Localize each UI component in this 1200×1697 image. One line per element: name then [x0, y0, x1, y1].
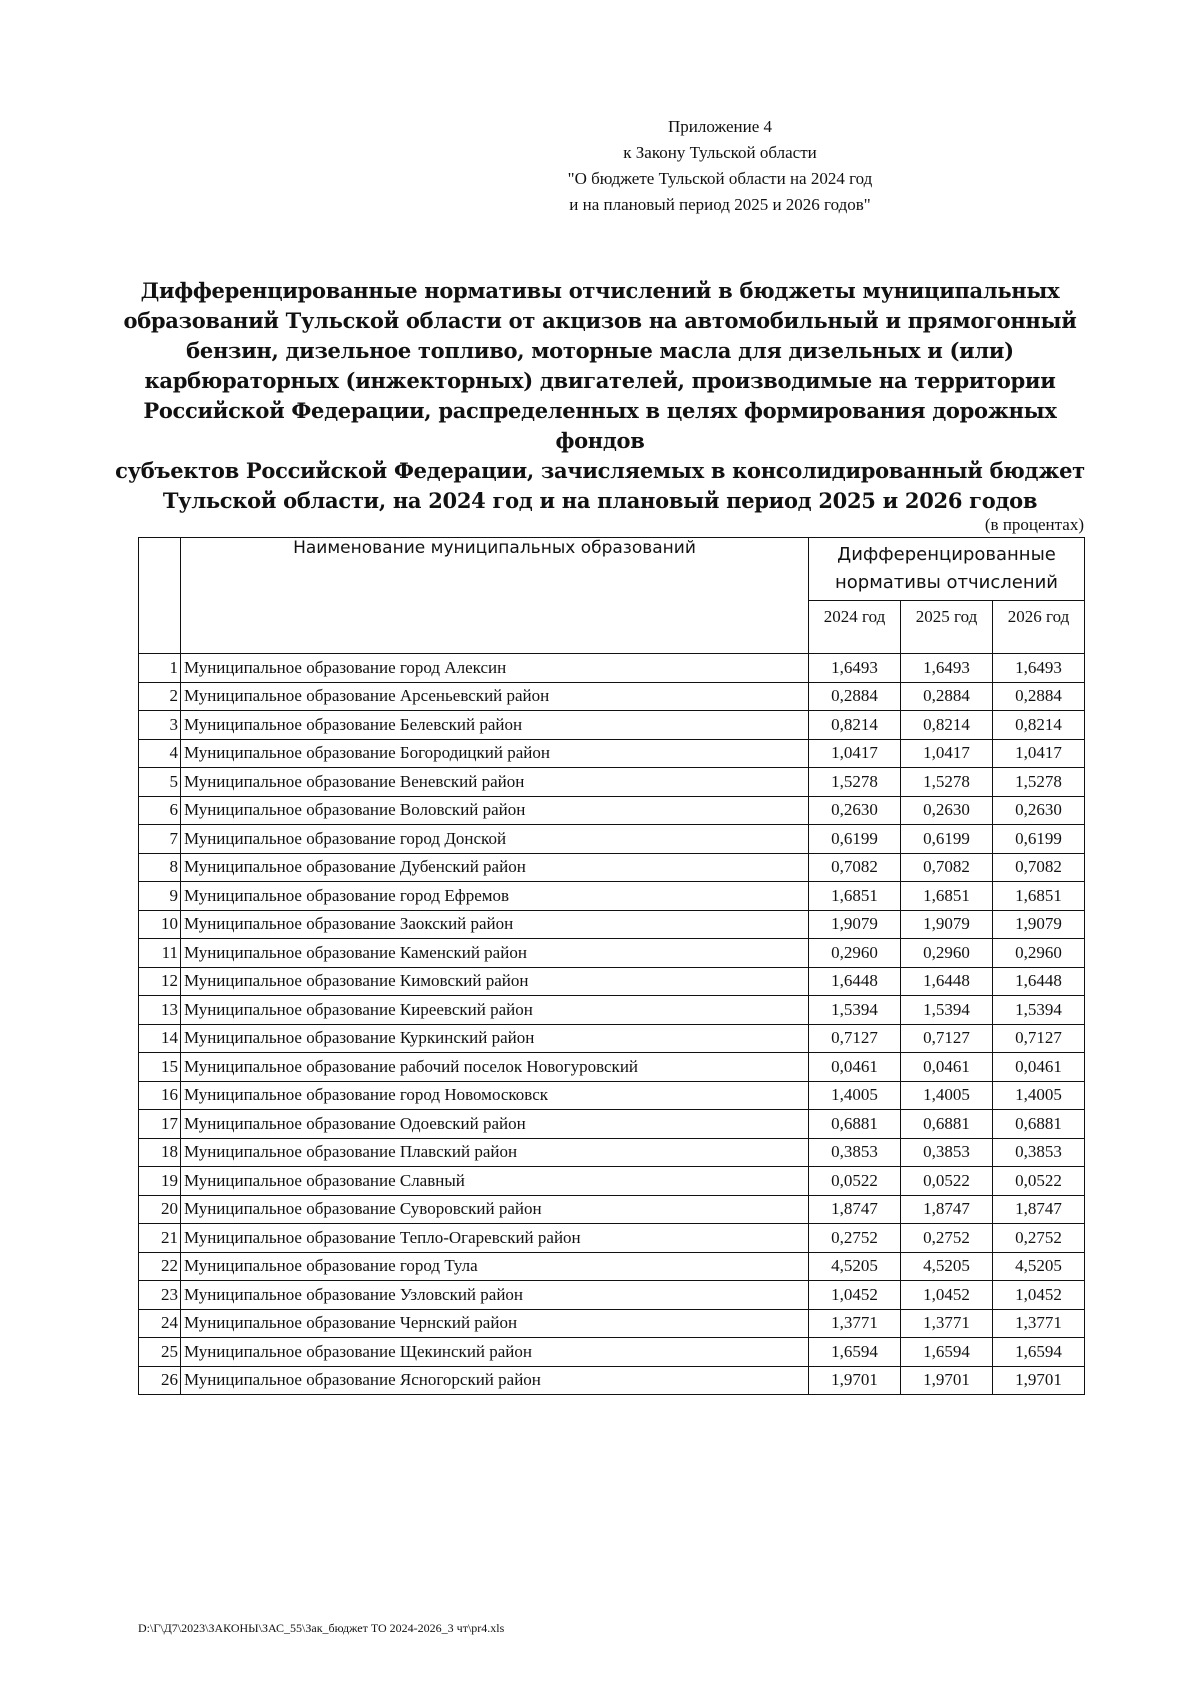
- row-name: Муниципальное образование Каменский район: [181, 939, 809, 968]
- table-row: [139, 682, 1085, 711]
- row-number: 3: [139, 711, 181, 740]
- row-value-2026: 0,2630: [993, 796, 1085, 825]
- row-value-2024: 4,5205: [809, 1252, 901, 1281]
- row-value-2024: 0,7127: [809, 1024, 901, 1053]
- row-value-2025: 1,5278: [901, 768, 993, 797]
- row-number: 5: [139, 768, 181, 797]
- row-value-2025: 0,0522: [901, 1167, 993, 1196]
- title-line: образований Тульской области от акцизов на автомобильный и прямогонный: [123, 308, 1077, 333]
- row-value-2025: 0,0461: [901, 1053, 993, 1082]
- table-row: [139, 1224, 1085, 1253]
- table-row: [139, 1252, 1085, 1281]
- table-row: [139, 825, 1085, 854]
- row-value-2024: 0,2884: [809, 682, 901, 711]
- table-row: [139, 654, 1085, 683]
- table-row: [139, 967, 1085, 996]
- table-row: [139, 853, 1085, 882]
- row-name: Муниципальное образование Дубенский район: [181, 853, 809, 882]
- row-name: Муниципальное образование Чернский район: [181, 1309, 809, 1338]
- row-number: 7: [139, 825, 181, 854]
- row-name: Муниципальное образование Узловский район: [181, 1281, 809, 1310]
- title-line: Дифференцированные нормативы отчислений в бюджеты муниципальных: [140, 278, 1060, 303]
- row-name: Муниципальное образование Суворовский район: [181, 1195, 809, 1224]
- row-value-2026: 1,9079: [993, 910, 1085, 939]
- row-value-2026: 1,0417: [993, 739, 1085, 768]
- row-value-2026: 1,4005: [993, 1081, 1085, 1110]
- header-year-2024: 2024 год: [809, 601, 901, 654]
- row-value-2026: 0,2960: [993, 939, 1085, 968]
- row-number: 6: [139, 796, 181, 825]
- row-value-2024: 1,4005: [809, 1081, 901, 1110]
- row-value-2024: 1,8747: [809, 1195, 901, 1224]
- row-number: 13: [139, 996, 181, 1025]
- row-name: Муниципальное образование Веневский район: [181, 768, 809, 797]
- row-value-2024: 0,6199: [809, 825, 901, 854]
- row-number: 20: [139, 1195, 181, 1224]
- appendix-line: к Закону Тульской области: [623, 143, 817, 162]
- row-value-2026: 1,6594: [993, 1338, 1085, 1367]
- row-value-2026: 4,5205: [993, 1252, 1085, 1281]
- row-value-2026: 1,5278: [993, 768, 1085, 797]
- row-value-2025: 1,8747: [901, 1195, 993, 1224]
- title-line: карбюраторных (инжекторных) двигателей, производимые на территории: [144, 368, 1056, 393]
- row-number: 11: [139, 939, 181, 968]
- row-number: 21: [139, 1224, 181, 1253]
- row-value-2025: 1,5394: [901, 996, 993, 1025]
- row-name: Муниципальное образование Куркинский район: [181, 1024, 809, 1053]
- table-row: [139, 1138, 1085, 1167]
- norms-table: [138, 537, 1085, 1395]
- table-row: [139, 882, 1085, 911]
- row-value-2024: 1,9079: [809, 910, 901, 939]
- row-value-2025: 1,6851: [901, 882, 993, 911]
- title-line: бензин, дизельное топливо, моторные масла для дизельных и (или): [186, 338, 1014, 363]
- row-value-2024: 1,5278: [809, 768, 901, 797]
- table-row: [139, 996, 1085, 1025]
- table-row: [139, 1167, 1085, 1196]
- row-name: Муниципальное образование Кимовский район: [181, 967, 809, 996]
- row-value-2026: 0,7082: [993, 853, 1085, 882]
- row-number: 2: [139, 682, 181, 711]
- row-value-2024: 0,2630: [809, 796, 901, 825]
- row-value-2025: 1,3771: [901, 1309, 993, 1338]
- row-value-2025: 1,6448: [901, 967, 993, 996]
- row-number: 10: [139, 910, 181, 939]
- table-row: [139, 739, 1085, 768]
- table-row: [139, 1110, 1085, 1139]
- row-number: 15: [139, 1053, 181, 1082]
- row-value-2025: 1,6594: [901, 1338, 993, 1367]
- row-number: 8: [139, 853, 181, 882]
- row-value-2024: 0,6881: [809, 1110, 901, 1139]
- table-row: [139, 910, 1085, 939]
- row-value-2024: 0,0461: [809, 1053, 901, 1082]
- row-name: Муниципальное образование Ясногорский район: [181, 1366, 809, 1395]
- row-value-2024: 1,6448: [809, 967, 901, 996]
- row-value-2025: 0,8214: [901, 711, 993, 740]
- table-row: [139, 1024, 1085, 1053]
- title-line: Тульской области, на 2024 год и на плановый период 2025 и 2026 годов: [162, 488, 1038, 513]
- header-year-2026: 2026 год: [993, 601, 1085, 654]
- row-value-2024: 0,2960: [809, 939, 901, 968]
- title-line: субъектов Российской Федерации, зачисляемых в консолидированный бюджет: [115, 458, 1085, 483]
- appendix-line: и на плановый период 2025 и 2026 годов": [569, 195, 871, 214]
- header-norms: [809, 538, 1085, 601]
- row-value-2026: 0,0522: [993, 1167, 1085, 1196]
- row-name: Муниципальное образование рабочий поселок Новогуровский: [181, 1053, 809, 1082]
- row-number: 26: [139, 1366, 181, 1395]
- row-value-2024: 1,0417: [809, 739, 901, 768]
- units-label: (в процентах): [984, 515, 1084, 534]
- file-path-footer: D:\Г\Д7\2023\ЗАКОНЫ\ЗАС_55\Зак_бюджет ТО 2024-2026_3 чт\pr4.xls: [138, 1621, 505, 1635]
- row-value-2026: 0,6199: [993, 825, 1085, 854]
- row-value-2026: 1,6448: [993, 967, 1085, 996]
- row-value-2025: 0,6881: [901, 1110, 993, 1139]
- row-value-2026: 0,0461: [993, 1053, 1085, 1082]
- row-value-2025: 0,2884: [901, 682, 993, 711]
- row-value-2024: 1,6851: [809, 882, 901, 911]
- row-number: 1: [139, 654, 181, 683]
- row-value-2025: 1,9079: [901, 910, 993, 939]
- row-number: 22: [139, 1252, 181, 1281]
- row-value-2024: 0,2752: [809, 1224, 901, 1253]
- row-value-2025: 1,0452: [901, 1281, 993, 1310]
- row-value-2026: 1,9701: [993, 1366, 1085, 1395]
- row-value-2026: 1,0452: [993, 1281, 1085, 1310]
- row-value-2026: 1,8747: [993, 1195, 1085, 1224]
- row-number: 18: [139, 1138, 181, 1167]
- row-number: 16: [139, 1081, 181, 1110]
- row-name: Муниципальное образование город Тула: [181, 1252, 809, 1281]
- row-value-2024: 0,7082: [809, 853, 901, 882]
- row-name: Муниципальное образование город Новомосковск: [181, 1081, 809, 1110]
- row-value-2026: 0,8214: [993, 711, 1085, 740]
- table-row: [139, 1366, 1085, 1395]
- row-name: Муниципальное образование Плавский район: [181, 1138, 809, 1167]
- row-value-2025: 0,7082: [901, 853, 993, 882]
- row-name: Муниципальное образование Щекинский район: [181, 1338, 809, 1367]
- row-value-2024: 0,0522: [809, 1167, 901, 1196]
- row-name: Муниципальное образование Арсеньевский район: [181, 682, 809, 711]
- table-row: [139, 1309, 1085, 1338]
- row-number: 14: [139, 1024, 181, 1053]
- row-name: Муниципальное образование город Донской: [181, 825, 809, 854]
- row-value-2026: 1,3771: [993, 1309, 1085, 1338]
- row-value-2025: 1,0417: [901, 739, 993, 768]
- row-name: Муниципальное образование город Алексин: [181, 654, 809, 683]
- header-norms-line: Дифференцированные: [837, 544, 1056, 565]
- row-number: 9: [139, 882, 181, 911]
- row-value-2024: 1,6493: [809, 654, 901, 683]
- row-value-2024: 0,8214: [809, 711, 901, 740]
- row-value-2024: 0,3853: [809, 1138, 901, 1167]
- row-number: 25: [139, 1338, 181, 1367]
- header-number: [139, 538, 181, 654]
- table-row: [139, 939, 1085, 968]
- row-value-2026: 0,6881: [993, 1110, 1085, 1139]
- row-value-2025: 1,4005: [901, 1081, 993, 1110]
- header-norms-line: нормативы отчислений: [834, 572, 1058, 593]
- row-value-2024: 1,0452: [809, 1281, 901, 1310]
- row-value-2025: 0,2960: [901, 939, 993, 968]
- row-value-2025: 0,2752: [901, 1224, 993, 1253]
- row-value-2025: 0,3853: [901, 1138, 993, 1167]
- row-name: Муниципальное образование Заокский район: [181, 910, 809, 939]
- row-value-2025: 0,6199: [901, 825, 993, 854]
- row-name: Муниципальное образование Одоевский район: [181, 1110, 809, 1139]
- row-value-2025: 1,6493: [901, 654, 993, 683]
- row-value-2024: 1,9701: [809, 1366, 901, 1395]
- table-row: [139, 1281, 1085, 1310]
- row-value-2026: 0,7127: [993, 1024, 1085, 1053]
- row-value-2026: 1,5394: [993, 996, 1085, 1025]
- row-value-2026: 1,6493: [993, 654, 1085, 683]
- table-row: [139, 1338, 1085, 1367]
- appendix-line: Приложение 4: [668, 117, 772, 136]
- row-value-2026: 1,6851: [993, 882, 1085, 911]
- row-value-2026: 0,2884: [993, 682, 1085, 711]
- row-name: Муниципальное образование Славный: [181, 1167, 809, 1196]
- table-row: [139, 1195, 1085, 1224]
- table-body: [139, 654, 1085, 1395]
- row-name: Муниципальное образование Богородицкий район: [181, 739, 809, 768]
- row-number: 12: [139, 967, 181, 996]
- row-name: Муниципальное образование Киреевский район: [181, 996, 809, 1025]
- row-value-2024: 1,6594: [809, 1338, 901, 1367]
- row-name: Муниципальное образование Воловский район: [181, 796, 809, 825]
- table-row: [139, 1053, 1085, 1082]
- table-row: [139, 711, 1085, 740]
- row-value-2025: 4,5205: [901, 1252, 993, 1281]
- row-value-2025: 0,2630: [901, 796, 993, 825]
- title-line: Российской Федерации, распределенных в целях формирования дорожных фондов: [143, 398, 1057, 453]
- document-title: [100, 276, 1100, 516]
- row-value-2026: 0,2752: [993, 1224, 1085, 1253]
- row-value-2025: 0,7127: [901, 1024, 993, 1053]
- row-number: 23: [139, 1281, 181, 1310]
- row-number: 19: [139, 1167, 181, 1196]
- row-value-2025: 1,9701: [901, 1366, 993, 1395]
- row-value-2024: 1,5394: [809, 996, 901, 1025]
- table-row: [139, 768, 1085, 797]
- row-number: 24: [139, 1309, 181, 1338]
- row-name: Муниципальное образование Белевский район: [181, 711, 809, 740]
- row-name: Муниципальное образование Тепло-Огаревский район: [181, 1224, 809, 1253]
- appendix-reference: [520, 114, 920, 218]
- header-year-2025: 2025 год: [901, 601, 993, 654]
- row-number: 17: [139, 1110, 181, 1139]
- table-row: [139, 1081, 1085, 1110]
- row-number: 4: [139, 739, 181, 768]
- row-value-2024: 1,3771: [809, 1309, 901, 1338]
- header-name: Наименование муниципальных образований: [181, 538, 809, 654]
- row-name: Муниципальное образование город Ефремов: [181, 882, 809, 911]
- appendix-line: "О бюджете Тульской области на 2024 год: [567, 169, 873, 188]
- row-value-2026: 0,3853: [993, 1138, 1085, 1167]
- table-row: [139, 796, 1085, 825]
